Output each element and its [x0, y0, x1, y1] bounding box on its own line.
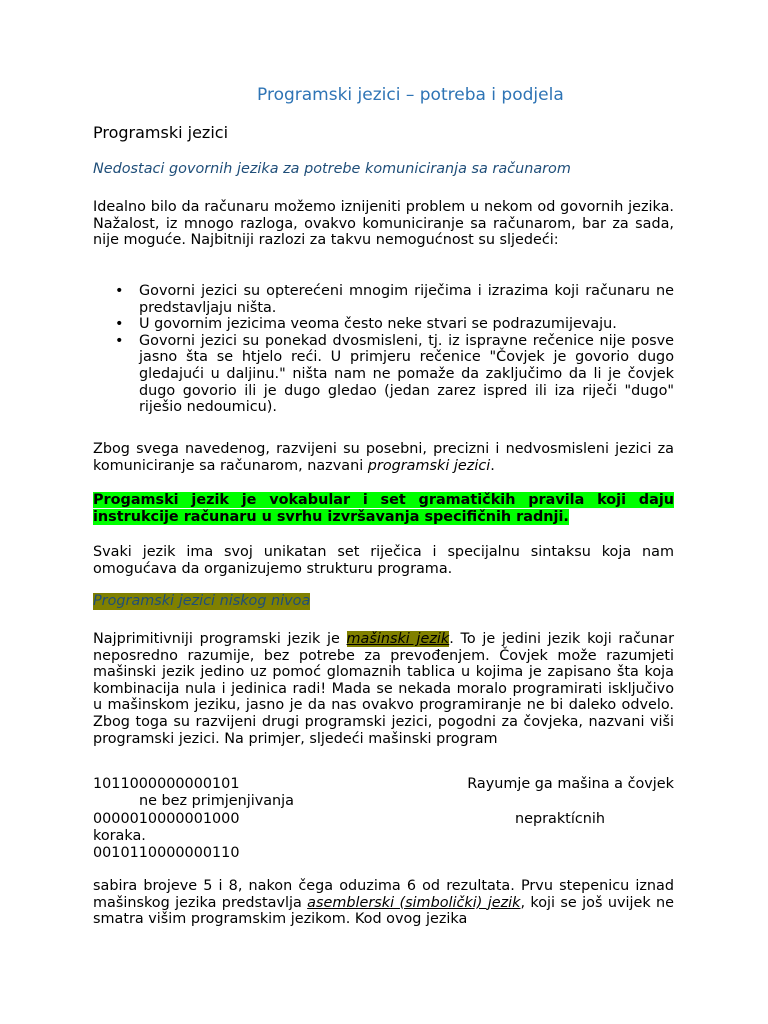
binary-code: 0010110000000110: [93, 845, 240, 862]
code-comment: Rayumje ga mašina a čovjek: [467, 776, 674, 792]
bullet-icon: •: [115, 316, 124, 333]
list-item: [93, 316, 674, 333]
definition-highlight: Progamski jezik je vokabular i set gramatičkih pravila koji daju instrukcije računaru u svrhu izvršavanja specifičnih radnji.: [93, 492, 674, 525]
code-line-4: [93, 828, 674, 845]
bullet-icon: •: [115, 283, 124, 299]
syntax-paragraph: Svaki jezik ima svoj unikatan set riječica i specijalnu sintaksu koja nam omogućava da organizujemo strukturu programa.: [93, 544, 674, 577]
code-line-1: [93, 776, 674, 793]
binary-code: 1011000000000101: [93, 776, 240, 792]
conclusion-end: .: [490, 457, 495, 474]
low-level-heading: Programski jezici niskog nivoa: [93, 593, 311, 609]
conclusion-paragraph: [93, 441, 674, 474]
list-item: [93, 333, 674, 416]
machine-language-intro: Najprimitivniji programski jezik je: [93, 631, 347, 647]
assembler-text: , koji se još uvijek ne smatra višim programskim jezikom. Kod ovog jezika: [93, 894, 674, 928]
assembler-intro: sabira brojeve 5 i 8, nakon čega oduzima 6 od rezultata. Prvu stepenicu iznad mašinskog jezika predstavlja: [93, 878, 674, 911]
section-heading: Programski jezici: [93, 123, 229, 142]
intro-paragraph: Idealno bilo da računaru možemo iznijeniti problem u nekom od govornih jezika. Nažalost, iz mnogo razloga, ovakvo komuniciranje sa računarom, bar za sada, nije moguće. Najbitniji razlozi za takvu nemogućnost su sljedeći:: [93, 199, 674, 249]
assembler-paragraph: [93, 878, 674, 928]
programming-languages-term: programski jezici: [367, 457, 491, 474]
machine-code-example: [93, 776, 674, 862]
list-item: [93, 283, 674, 316]
binary-code: 0000010000001000: [93, 810, 240, 827]
code-comment: ne bez primjenjivanja: [139, 793, 294, 810]
subsection-heading: Nedostaci govornih jezika za potrebe komuniciranja sa računarom: [93, 161, 571, 177]
bullet-icon: •: [115, 332, 124, 349]
code-line-2: [93, 793, 674, 810]
list-item-text: Govorni jezici su opterećeni mnogim riječima i izrazima koji računaru ne predstavljaju ništa.: [139, 283, 674, 316]
code-line-5: [93, 845, 674, 862]
assembler-link[interactable]: asemblerski (simbolički) jezik: [307, 894, 521, 911]
list-item-text: U govornim jezicima veoma često neke stvari se podrazumijevaju.: [139, 316, 617, 333]
conclusion-text: Zbog svega navedenog, razvijeni su posebni, precizni i nedvosmisleni jezici za komuniciranje sa računarom, nazvani: [93, 441, 674, 474]
machine-language-paragraph: [93, 631, 674, 747]
code-comment: nepraktícnih: [515, 810, 605, 827]
list-item-text: Govorni jezici su ponekad dvosmisleni, tj. iz ispravne rečenice nije posve jasno šta se htjelo reći. U primjeru rečenice "Čovjek je govorio dugo gledajući u daljinu." ništa nam ne pomaže da zaključimo da li je čovjek dugo govorio ili je dugo gledao (jedan zarez ispred ili iza riječi "dugo" riješio nedoumicu).: [139, 332, 674, 416]
machine-language-term: mašinski jezik: [346, 631, 450, 647]
definition-paragraph: [93, 492, 674, 525]
code-line-3: [93, 811, 674, 828]
code-comment: koraka.: [93, 827, 146, 844]
reasons-list: [93, 283, 674, 416]
machine-language-text: . To je jedini jezik koji računar neposredno razumije, bez potrebe za prevođenjem. Čovjek može razumjeti mašinski jezik jedino uz pomoć glomaznih tablica u kojima je zapisano šta koja kombinacija nula i jedinica radi! Mada se nekada moralo programirati isključivo u mašinskom jeziku, jasno je da nas ovakvo programiranje ne bi daleko odvelo. Zbog toga su razvijeni drugi programski jezici, pogodni za čovjeka, nazvani viši programski jezici. Na primjer, sljedeći mašinski program: [93, 631, 675, 747]
document-title: Programski jezici – potreba i podjela: [257, 85, 564, 105]
